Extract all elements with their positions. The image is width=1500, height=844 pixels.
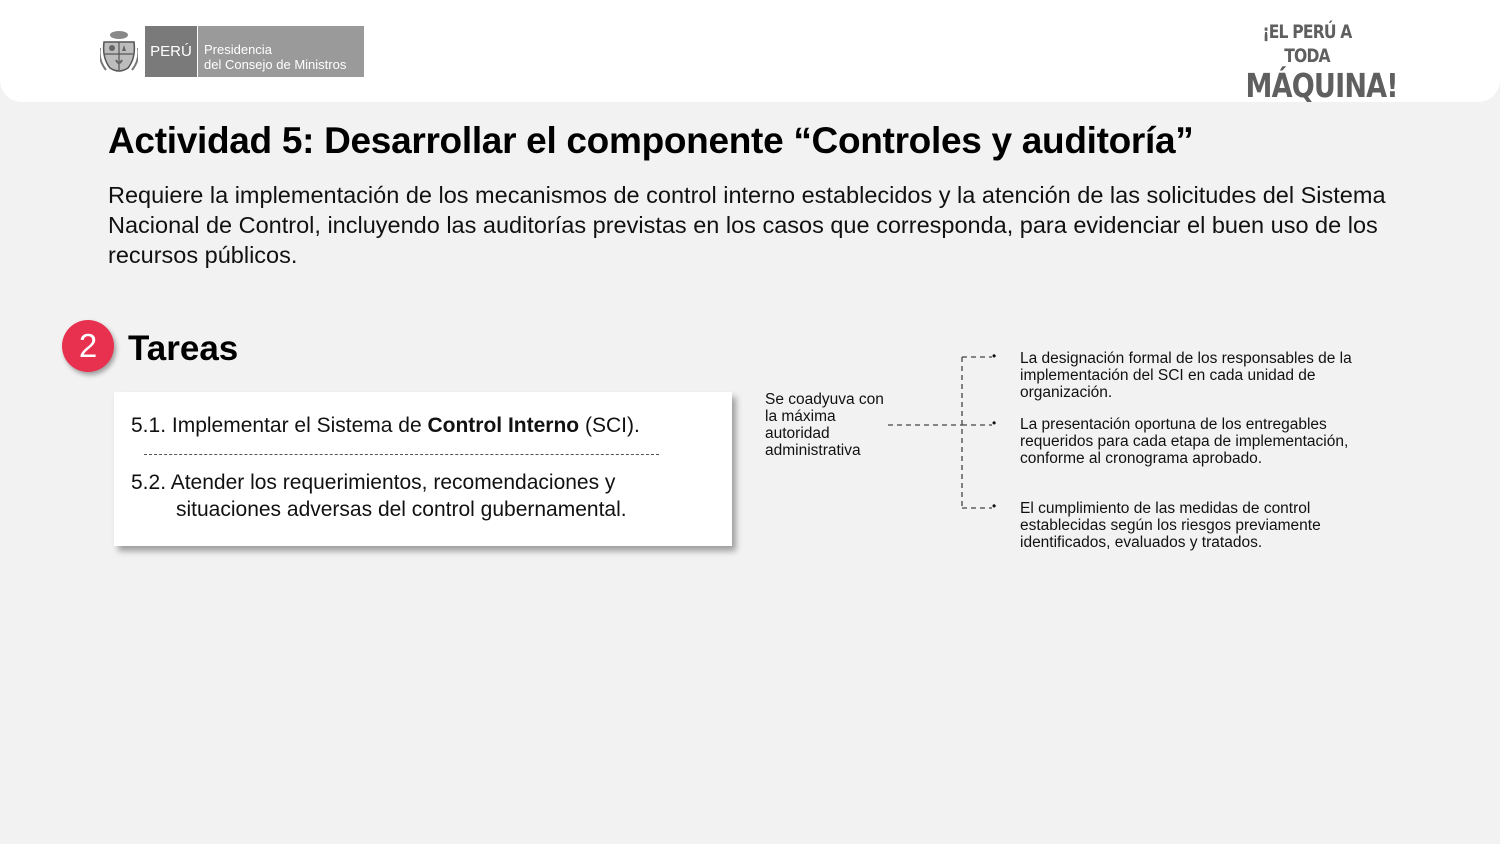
diagram-item-1: La designación formal de los responsables de la implementación del SCI en cada unidad de organización.: [1020, 350, 1352, 401]
bullet-3-marker: •: [992, 499, 997, 513]
diagram-item-2: La presentación oportuna de los entregables requeridos para cada etapa de implementación, conforme al cronograma aprobado.: [1020, 416, 1349, 467]
page-title: Actividad 5: Desarrollar el componente “Controles y auditoría”: [108, 120, 1194, 161]
task-1-suffix: (SCI).: [579, 414, 640, 437]
section-number-badge: 2: [62, 320, 114, 372]
task-2-line-1: 5.2. Atender los requerimientos, recomendaciones y: [131, 471, 616, 494]
bullet-2-marker: •: [992, 416, 997, 430]
slogan-line-1: ¡EL PERÚ A TODA: [1262, 21, 1352, 67]
section-title: Tareas: [128, 329, 239, 368]
diagram-source-label: Se coadyuva con la máxima autoridad administrativa: [765, 391, 884, 459]
activity-description: Requiere la implementación de los mecanismos de control interno establecidos y la atención de las solicitudes del Sistema Nacional de Control, incluyendo las auditorías previstas en los casos que corresponda, para evidenciar el buen uso de los recursos públicos.: [108, 182, 1386, 268]
task-1-bold: Control Interno: [427, 414, 580, 437]
task-1-prefix: 5.1. Implementar el Sistema de: [131, 414, 428, 437]
institution-line-2: del Consejo de Ministros: [204, 57, 347, 72]
peru-label: PERÚ: [145, 26, 197, 77]
slogan-line-2: MÁQUINA!: [1245, 66, 1398, 105]
institution-line-1: Presidencia: [204, 42, 272, 57]
task-2-line-2: situaciones adversas del control gubernamental.: [176, 498, 627, 521]
diagram-item-3: El cumplimiento de las medidas de control establecidas según los riesgos previamente identificados, evaluados y tratados.: [1020, 500, 1321, 551]
bullet-1-marker: •: [992, 349, 997, 363]
